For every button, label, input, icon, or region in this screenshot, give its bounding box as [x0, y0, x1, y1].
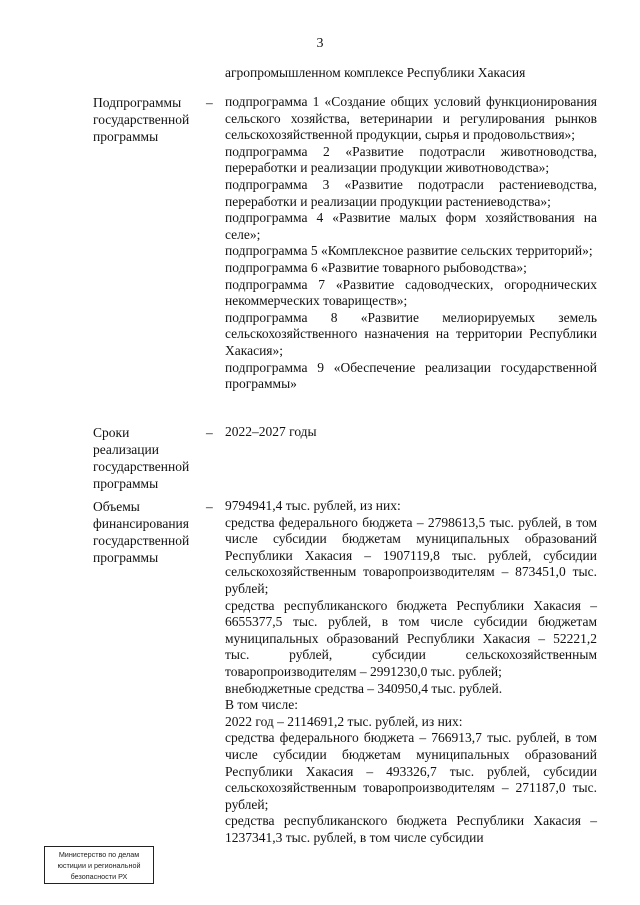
funding-line: В том числе: — [225, 697, 298, 713]
funding-line: 9794941,4 тыс. рублей, из них: — [225, 498, 401, 513]
subprogram-item: подпрограмма 8 «Развитие мелиорируемых земель сельскохозяйственного назначения на территории Республики Хакасия»; — [225, 309, 597, 358]
page-number: 3 — [316, 36, 324, 51]
funding-line: средства республиканского бюджета Республики Хакасия – 6655377,5 тыс. рублей, в том числе субсидии бюджетам муниципальных образований Республики Хакасия – 52221,2 тыс. рублей, субсидии сельскохозяйственным товаропроизводителям – 2991230,0 тыс. рублей; — [225, 597, 597, 679]
subprogram-item: подпрограмма 3 «Развитие подотрасли растениеводства, переработки и реализации продукции растениеводства»; — [225, 176, 597, 209]
terms-value: 2022–2027 годы — [225, 424, 317, 439]
subprograms-label: Подпрограммы государственной программы — [93, 95, 190, 144]
subprogram-item: подпрограмма 6 «Развитие товарного рыбоводства»; — [225, 259, 527, 275]
continued-text: агропромышленном комплексе Республики Хакасия — [225, 65, 526, 80]
terms-label: Сроки реализации государственной программы — [93, 425, 190, 491]
subprograms-content — [225, 94, 597, 393]
funding-label: Объемы финансирования государственной программы — [93, 499, 190, 565]
dash: – — [206, 425, 213, 440]
dash: – — [206, 499, 213, 514]
subprogram-item: подпрограмма 5 «Комплексное развитие сельских территорий»; — [225, 243, 593, 259]
funding-line: внебюджетные средства – 340950,4 тыс. рублей. — [225, 680, 503, 696]
funding-content — [225, 498, 597, 846]
funding-line: средства республиканского бюджета Республики Хакасия – 1237341,3 тыс. рублей, в том числе субсидии — [225, 813, 597, 845]
subprogram-item: подпрограмма 2 «Развитие подотрасли животноводства, переработки и реализации продукции животноводства»; — [225, 143, 597, 176]
subprogram-item: подпрограмма 9 «Обеспечение реализации государственной программы» — [225, 359, 597, 392]
ministry-stamp: Министерство по делам юстиции и региональной безопасности РХ — [44, 846, 154, 884]
subprogram-item: подпрограмма 7 «Развитие садоводческих, огороднических некоммерческих товариществ»; — [225, 276, 597, 309]
dash: – — [206, 95, 213, 110]
subprogram-item: подпрограмма 1 «Создание общих условий функционирования сельского хозяйства, ветеринарии и регулирования рынков сельскохозяйственной продукции, сырья и продовольствия»; — [225, 94, 597, 143]
funding-line: 2022 год – 2114691,2 тыс. рублей, из них: — [225, 713, 463, 729]
subprogram-item: подпрограмма 4 «Развитие малых форм хозяйствования на селе»; — [225, 210, 597, 242]
funding-line: средства федерального бюджета – 2798613,5 тыс. рублей, в том числе субсидии бюджетам муниципальных образований Республики Хакасия – 1907119,8 тыс. рублей, субсидии сельскохозяйственным товаропроизводителям – 873451,0 тыс. рублей; — [225, 514, 597, 596]
terms-content — [225, 424, 597, 441]
funding-line: средства федерального бюджета – 766913,7 тыс. рублей, в том числе субсидии бюджетам муниципальных образований Республики Хакасия – 493326,7 тыс. рублей, субсидии сельскохозяйственным товаропроизводителям – 271187,0 тыс. рублей; — [225, 730, 597, 812]
